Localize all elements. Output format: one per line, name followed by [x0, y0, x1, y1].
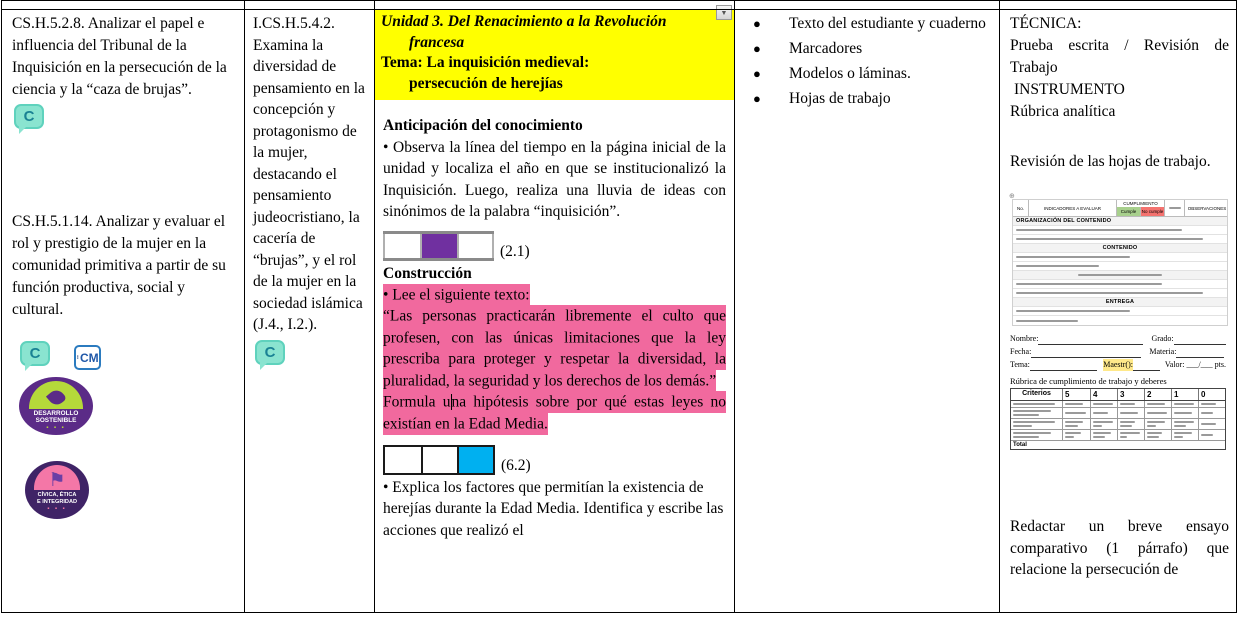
resource-label: Hojas de trabajo — [789, 90, 891, 107]
field-maestro: Maestr(): — [1103, 360, 1133, 369]
column-evaluacion — [1000, 1, 1236, 612]
criteria-header-cell: 5 — [1063, 389, 1091, 400]
resource-label: Texto del estudiante y cuaderno — [789, 15, 986, 32]
badge-text: E INTEGRIDAD — [36, 498, 78, 505]
rubric-caption: Rúbrica de cumplimiento de trabajo y deberes — [1010, 376, 1167, 386]
field-grado: Grado: — [1151, 334, 1174, 343]
progress-tag-2-1 — [383, 231, 726, 261]
anticipacion-paragraph: • Observa la línea del tiempo en la página inicial de la unidad y localiza el año en que se institucionalizó la Inquisición. Luego, realiza una lluvia de ideas con sinónimos de la palabra “inquisición”. — [383, 138, 726, 220]
object-anchor-icon: ⊕ — [1009, 193, 1015, 200]
column-destrezas — [2, 1, 245, 612]
lee-line — [383, 284, 726, 306]
resource-label: Modelos o láminas. — [789, 65, 911, 82]
leaf-icon — [29, 381, 83, 409]
bullet-icon: ● — [753, 41, 761, 56]
table-row-divider — [2, 9, 1236, 10]
column-recursos — [735, 1, 1000, 612]
progress-tag-6-2 — [383, 445, 726, 475]
checklist-col-cumplimiento: CUMPLIMIENTO Cumple No cumple — [1117, 200, 1165, 216]
badge-text: DESARROLLO — [33, 410, 79, 417]
c-icon-letter: C — [264, 343, 276, 361]
field-tema: Tema: — [1010, 360, 1030, 369]
tema-line2: persecución de herejías — [409, 74, 563, 92]
revision-paragraph: Revisión de las hojas de trabajo. — [1010, 153, 1211, 170]
desarrollo-sostenible-badge — [19, 377, 93, 435]
checklist-section: ORGANIZACIÓN DEL CONTENIDO — [1013, 217, 1227, 226]
checklist-section: CONTENIDO — [1013, 244, 1227, 253]
anticipacion-heading: Anticipación del conocimiento — [383, 117, 583, 134]
badge-dots: ▪ ▪ ▪ — [46, 425, 66, 431]
criteria-row — [1011, 419, 1225, 430]
resource-label: Marcadores — [789, 40, 863, 57]
checklist-row — [1013, 289, 1227, 298]
standard-cs-h-5-2-8: CS.H.5.2.8. Analizar el papel e influencia del Tribunal de la Inquisición en la persecución de la ciencia y la “caza de brujas”. — [12, 15, 227, 98]
indicator-i-cs-h-5-4-2: I.CS.H.5.4.2. Examina la diversidad de pensamiento en la concepción y protagonismo de la mujer, destacando el pensamiento judeocristiano, la cacería de “brujas”, y el rol de la mujer en la sociedad islámica (J.4., I.2.). — [253, 15, 365, 333]
cumple-cell: Cumple — [1117, 207, 1140, 216]
c-icon-letter: C — [23, 108, 35, 125]
tag-label: (2.1) — [500, 242, 530, 260]
checklist-row — [1013, 280, 1227, 289]
construccion-heading: Construcción — [383, 264, 472, 282]
formula-text: Formula u — [383, 393, 451, 411]
standard-cs-h-5-1-14: CS.H.5.1.14. Analizar y evaluar el rol y prestigio de la mujer en la comunidad primitiva a partir de su función productiva, social y cultural. — [12, 213, 226, 318]
segment-cell-filled — [420, 234, 457, 258]
segment-cell — [457, 234, 494, 258]
criteria-rubric-image[interactable] — [1010, 388, 1226, 450]
civica-etica-badge — [25, 461, 89, 519]
criteria-row — [1011, 401, 1225, 408]
segment-bar-icon — [383, 445, 495, 475]
segment-cell-filled — [457, 447, 493, 473]
checklist-rubric-image[interactable] — [1009, 193, 1228, 326]
criteria-header-cell: 0 — [1201, 390, 1206, 399]
segment-cell — [421, 447, 457, 473]
chevron-down-icon: ▼ — [720, 8, 728, 17]
comunicacion-bubble-icon — [255, 340, 285, 365]
instrumento-value: Rúbrica analítica — [1010, 103, 1116, 120]
tema-line1: Tema: La inquisición medieval: — [381, 54, 590, 71]
icon-row — [20, 341, 236, 370]
checklist-col-observaciones: OBSERVACIONES — [1187, 205, 1227, 211]
student-fields — [1010, 333, 1226, 371]
quote-paragraph — [383, 306, 726, 435]
segment-cell — [385, 447, 421, 473]
comunicacion-bubble-icon — [20, 341, 50, 366]
segment-cell — [383, 234, 420, 258]
unit-title-line1: Unidad 3. Del Renacimiento a la Revolución — [381, 13, 667, 30]
field-fecha: Fecha: — [1010, 347, 1032, 356]
list-item — [753, 63, 991, 85]
criteria-header-cell: Criterios — [1011, 389, 1063, 400]
explica-paragraph: • Explica los factores que permitían la existencia de herejías durante la Edad Media. Identifica y escribe las acciones que realizó el — [383, 478, 724, 539]
tecnica-value: Prueba escrita / Revisión de Trabajo — [1010, 37, 1229, 76]
comunicacion-bubble-icon — [14, 104, 44, 129]
criteria-header-cell: 4 — [1091, 389, 1118, 400]
tecnica-label: TÉCNICA: — [1010, 15, 1082, 32]
lesson-plan-table — [1, 0, 1237, 613]
checklist-row — [1013, 262, 1227, 271]
bullet-icon: ● — [753, 91, 761, 106]
criteria-header-cell: 3 — [1118, 389, 1145, 400]
field-valor: Valor: ___/___ pts. — [1164, 360, 1226, 369]
criteria-total-row: Total — [1013, 442, 1027, 448]
checklist-row — [1013, 307, 1227, 316]
unit-title-highlight — [375, 9, 734, 100]
criteria-row — [1011, 408, 1225, 419]
list-item — [753, 88, 991, 110]
unit-dropdown-button[interactable] — [716, 5, 732, 20]
criteria-header-cell: 1 — [1172, 389, 1199, 400]
checklist-col-no: No. — [1013, 200, 1029, 216]
cm-icon-tick: ꞉ — [76, 353, 79, 362]
checklist-row — [1013, 226, 1227, 235]
field-materia: Materia: — [1149, 347, 1177, 356]
checklist-section: ENTREGA — [1013, 298, 1227, 307]
cm-icon — [74, 345, 101, 370]
badge-text: SOSTENIBLE — [35, 417, 77, 424]
criteria-row — [1011, 430, 1225, 441]
cm-icon-label: CM — [80, 350, 99, 365]
pink-highlight — [383, 391, 726, 435]
checklist-row — [1013, 235, 1227, 244]
badge-text: CÍVICA, ÉTICA — [37, 492, 77, 498]
badge-dots: ▪ ▪ ▪ — [47, 506, 67, 512]
redactar-paragraph: Redactar un breve ensayo comparativo (1 párrafo) que relacione la persecución de — [1010, 518, 1229, 578]
instrumento-label: INSTRUMENTO — [1014, 81, 1125, 98]
tag-label: (6.2) — [501, 456, 531, 474]
checklist-section — [1013, 271, 1227, 280]
formula-text: na hipótesis sobre por qué estas leyes no existían en la Edad Media. — [383, 393, 726, 432]
column-actividades — [375, 1, 735, 612]
criteria-header-cell: 2 — [1145, 389, 1172, 400]
pink-highlight: • Lee el siguiente texto: — [383, 284, 530, 306]
field-nombre: Nombre: — [1010, 334, 1039, 343]
flag-icon: ⚑ — [48, 470, 66, 491]
pink-highlight: “Las personas practicarán libremente el culto que profesen, con las únicas limitaciones que la ley prescriba para proteger y respetar la diversidad, la pluralidad, la seguridad y los derechos de los demás.” — [383, 305, 726, 392]
checklist-row — [1013, 253, 1227, 262]
unit-title-line2: francesa — [409, 33, 465, 51]
list-item — [753, 38, 991, 60]
bullet-icon: ● — [753, 16, 761, 31]
bullet-icon: ● — [753, 66, 761, 81]
checklist-row — [1013, 316, 1227, 325]
column-indicadores — [245, 1, 375, 612]
checklist-col-puntos — [1165, 200, 1185, 216]
c-icon-letter: C — [29, 345, 41, 362]
no-cumple-cell: No cumple — [1141, 209, 1164, 214]
checklist-col-indicadores: INDICADORES A EVALUAR — [1029, 200, 1117, 216]
list-item — [753, 13, 991, 35]
segment-bar-icon — [383, 231, 494, 261]
